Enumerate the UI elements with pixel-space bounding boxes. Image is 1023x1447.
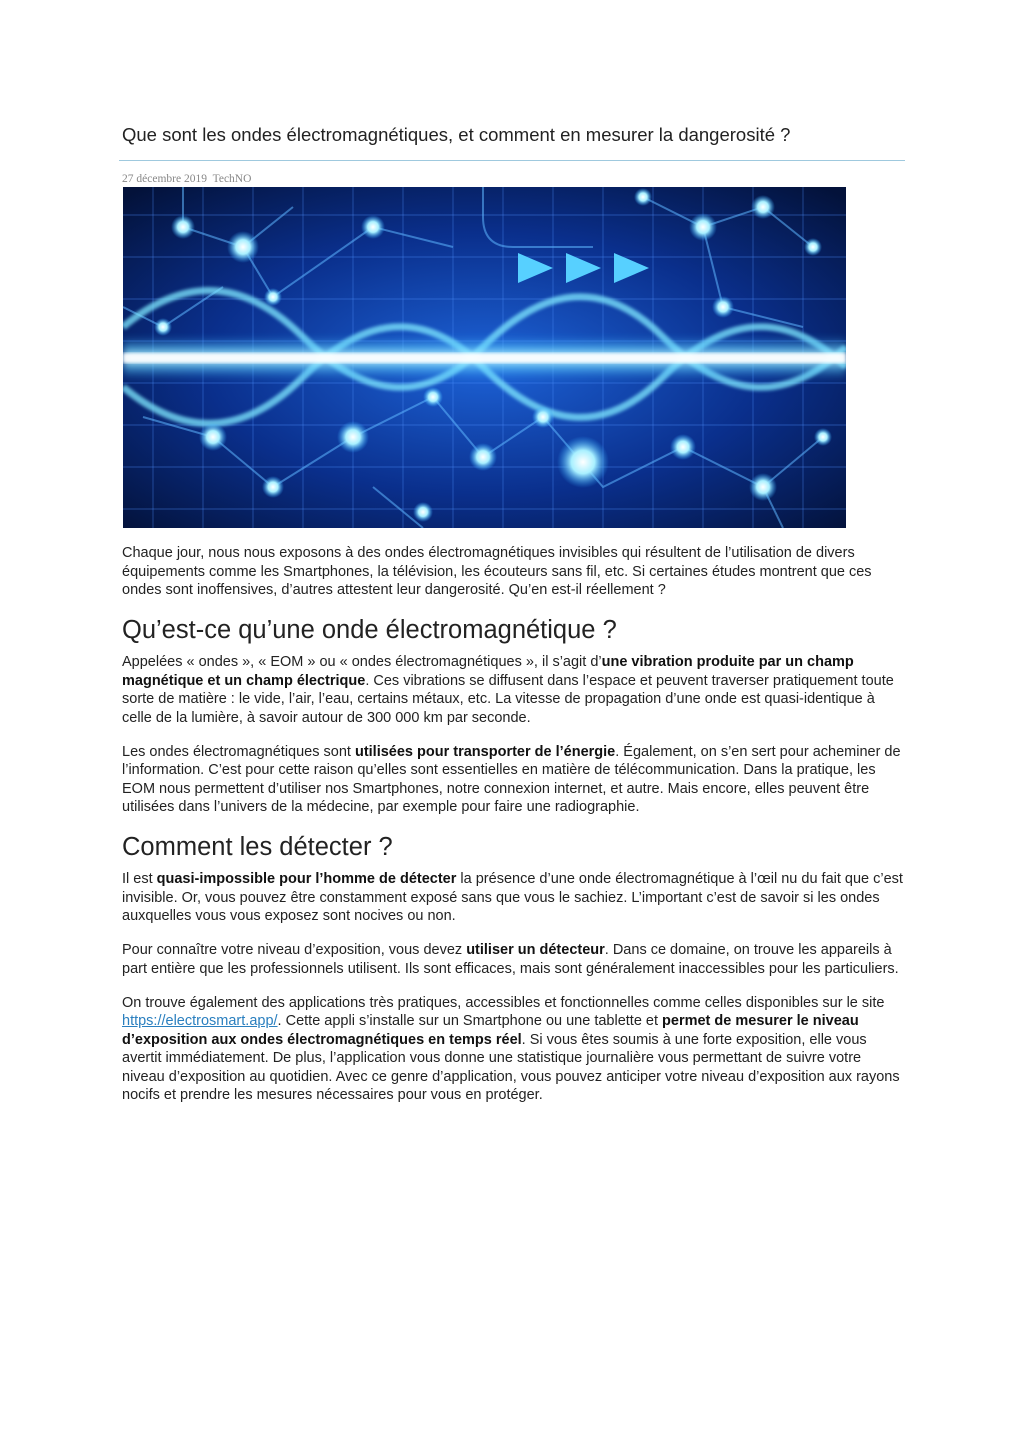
title-divider	[119, 160, 905, 161]
paragraph-invisible	[122, 870, 907, 926]
text-run: la présence d’une onde électromagnétique à l’œil nu du fait que c’est invisible. Or, vous pouvez être constamment exposé sans que vous le sachiez. L’important c’est de savoir si les ondes auxquelles vous vous exposez sont nocives ou non.	[122, 871, 903, 924]
text-run: Appelées « ondes », « EOM » ou « ondes électromagnétiques », il s’agit d’	[122, 654, 602, 670]
bold-text: utiliser un détecteur	[466, 942, 605, 958]
electrosmart-link[interactable]: https://electrosmart.app/	[122, 1013, 278, 1029]
article-author[interactable]: TechNO	[212, 173, 252, 185]
bold-text: utilisées pour transporter de l’énergie	[354, 743, 616, 760]
text-run: . Cette appli s’installe sur un Smartphone ou une tablette et	[277, 1013, 663, 1029]
hero-image-electromagnetic-wave	[123, 187, 846, 528]
section-heading-detection: Comment les détecter ?	[122, 833, 393, 861]
text-run: . Dans ce domaine, on trouve les appareils à part entière que les professionnels utilisent. Ils sont efficaces, mais sont généralement inaccessibles pour les particuliers.	[122, 942, 899, 977]
text-run: On trouve également des applications très pratiques, accessibles et fonctionnelles comme celles disponibles sur le site	[122, 994, 885, 1011]
text-run: . Également, on s’en sert pour acheminer de l’information. C’est pour cette raison qu’elles sont essentielles en matière de télécommunication. Dans la pratique, les EOM nous permettent d’utiliser nos Smartphones, notre connexion internet, et autre. Mais encore, elles peuvent être utilisées dans l’univers de la médecine, par exemple pour faire une radiographie.	[122, 743, 901, 815]
paragraph-applications	[122, 994, 907, 1105]
text-run: Les ondes électromagnétiques sont	[122, 743, 355, 760]
bold-text: une vibration produite par un champ magnétique et un champ électrique	[122, 654, 854, 689]
paragraph-definition	[122, 653, 907, 727]
intro-paragraph: Chaque jour, nous nous exposons à des ondes électromagnétiques invisibles qui résultent de l’utilisation de divers équipements comme les Smartphones, la télévision, les écouteurs sans fil, etc. Si certaines études montrent que ces ondes sont inoffensives, d’autres attestent leur dangerosité. Qu’en est-il réellement ?	[122, 545, 872, 598]
paragraph-uses	[122, 743, 907, 817]
bold-text: quasi-impossible pour l’homme de détecter	[156, 871, 457, 887]
bold-text: permet de mesurer le niveau d’exposition aux ondes électromagnétiques en temps réel	[122, 1013, 859, 1048]
article-title: Que sont les ondes électromagnétiques, et comment en mesurer la dangerosité ?	[122, 124, 791, 145]
text-run: Pour connaître votre niveau d’exposition, vous devez	[122, 942, 467, 958]
article-body	[122, 544, 907, 1120]
article-meta	[122, 173, 254, 185]
article-date: 27 décembre 2019	[122, 173, 207, 185]
paragraph-detector	[122, 941, 907, 978]
section-heading-what-is: Qu’est-ce qu’une onde électromagnétique ?	[122, 616, 617, 644]
text-run: Il est	[122, 871, 157, 887]
text-run: . Si vous êtes soumis à une forte exposition, elle vous avertit immédiatement. De plus, l’application vous donne une statistique journalière vous permettant de suivre votre niveau d’exposition au quotidien. Avec ce genre d’application, vous pouvez anticiper votre niveau d’exposition aux rayons nocifs et prendre les mesures nécessaires pour vous en protéger.	[122, 1031, 900, 1103]
text-run: . Ces vibrations se diffusent dans l’espace et peuvent traverser pratiquement toute sorte de matière : le vide, l’air, l’eau, certains métaux, etc. La vitesse de propagation d’une onde est quasi-identique à celle de la lumière, à savoir autour de 300 000 km par seconde.	[122, 672, 894, 726]
